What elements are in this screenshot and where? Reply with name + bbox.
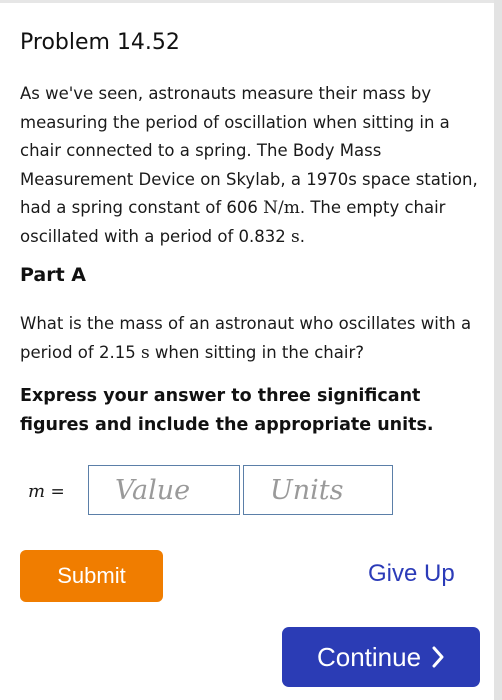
submit-button[interactable]: Submit [20,550,163,602]
problem-text-1: As we've seen, astronauts measure their mass by measuring the period of oscillation when sitting in a chair connected to a spring. The Body Mass Measurement Device on Skylab, a 1970s space station, had a spring constant of 606 [20,84,478,217]
problem-title: Problem 14.52 [20,30,180,55]
units-field-box [243,465,393,515]
question-text-1: What is the mass of an astronaut who oscillates with a period of 2.15 [20,314,472,362]
answer-variable-label [28,481,65,502]
give-up-link[interactable]: Give Up [368,560,455,587]
top-divider [0,0,502,3]
problem-text-2: . The empty chair oscillated with a period of 0.832 [20,198,446,246]
question-period-unit: s [140,342,150,363]
scrollbar-track[interactable] [494,0,502,700]
part-question [20,310,488,367]
continue-label: Continue [316,641,422,672]
units-input[interactable] [244,466,392,514]
spring-constant-unit: N/m [263,198,300,218]
part-title: Part A [20,264,87,286]
value-field-box [88,465,240,515]
continue-button[interactable] [282,627,480,687]
period-unit: s [291,226,300,247]
problem-text-3: . [299,226,305,246]
chevron-right-icon [431,646,445,668]
answer-variable: m [28,481,46,502]
value-input[interactable] [89,466,239,514]
answer-row [20,465,490,519]
equals-sign: = [50,482,65,502]
problem-statement [20,80,488,251]
answer-instruction: Express your answer to three significant figures and include the appropriate units. [20,386,434,435]
question-text-2: when sitting in the chair? [149,342,364,362]
